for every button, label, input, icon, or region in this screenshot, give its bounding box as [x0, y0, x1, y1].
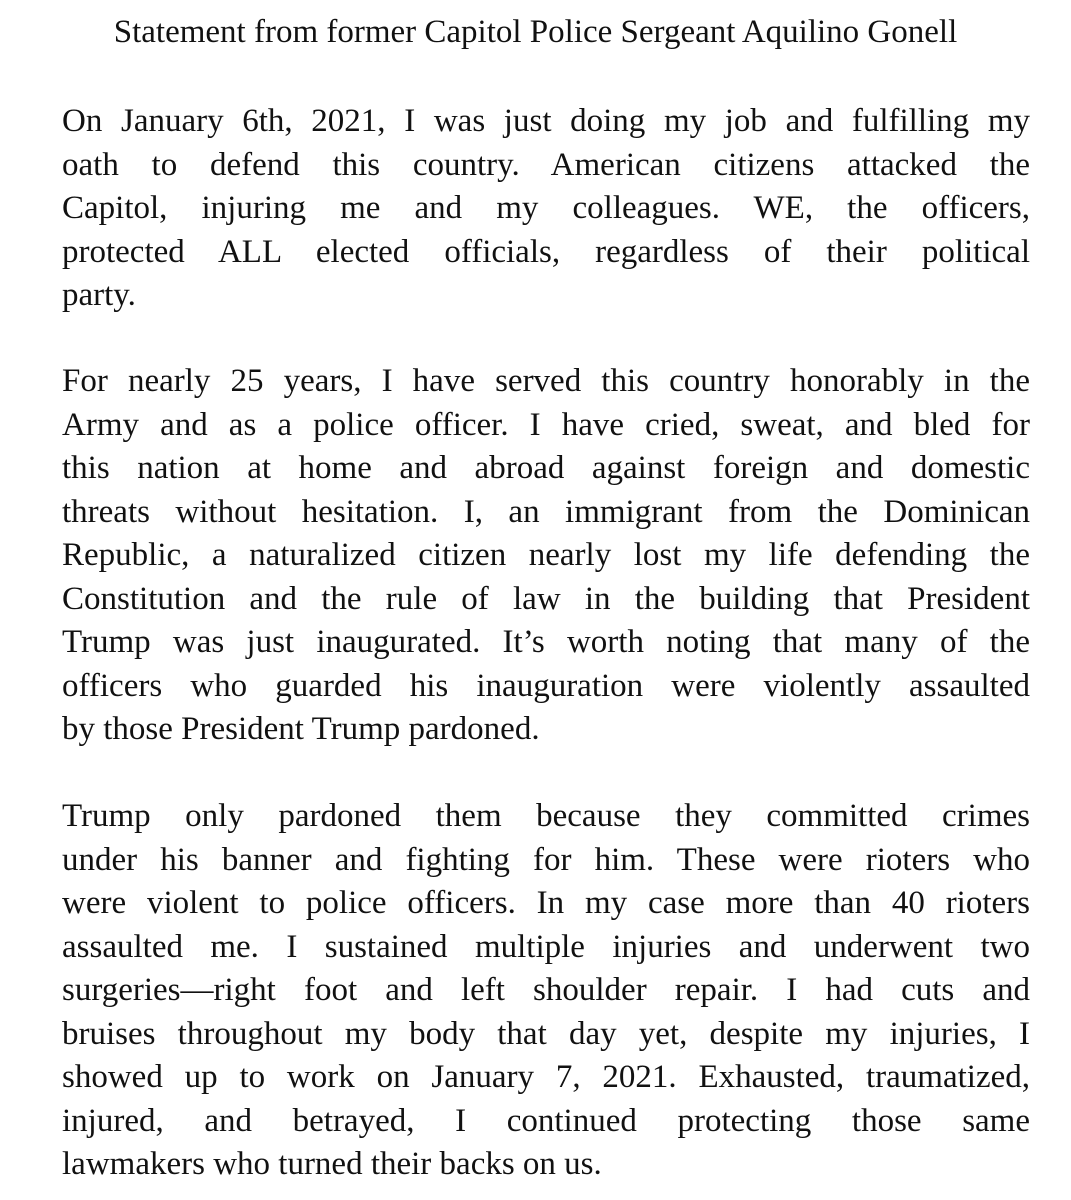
paragraph-line: protected ALL elected officials, regardless of their political	[62, 233, 1030, 270]
paragraph-line: For nearly 25 years, I have served this country honorably in the	[62, 363, 1030, 399]
paragraph-line: Army and as a police officer. I have cried, sweat, and bled for	[62, 406, 1030, 443]
paragraph-line: showed up to work on January 7, 2021. Exhausted, traumatized,	[62, 1059, 1030, 1095]
paragraph-line: this nation at home and abroad against foreign and domestic	[62, 450, 1030, 486]
paragraph-1	[62, 100, 1030, 318]
paragraph-line: bruises throughout my body that day yet, despite my injuries, I	[62, 1015, 1030, 1052]
paragraph-line: by those President Trump pardoned.	[62, 711, 540, 747]
paragraph-2	[62, 360, 1030, 752]
paragraph-line: injured, and betrayed, I continued protecting those same	[62, 1102, 1030, 1139]
paragraph-line: Trump only pardoned them because they committed crimes	[62, 798, 1030, 834]
paragraph-line: officers who guarded his inauguration were violently assaulted	[62, 667, 1030, 704]
paragraph-line: were violent to police officers. In my case more than 40 rioters	[62, 885, 1030, 921]
paragraph-line: Constitution and the rule of law in the building that President	[62, 580, 1030, 617]
paragraph-line: assaulted me. I sustained multiple injuries and underwent two	[62, 928, 1030, 965]
paragraph-line: Republic, a naturalized citizen nearly lost my life defending the	[62, 537, 1030, 573]
paragraph-line: surgeries—right foot and left shoulder repair. I had cuts and	[62, 972, 1030, 1008]
paragraph-line: threats without hesitation. I, an immigrant from the Dominican	[62, 493, 1030, 530]
paragraph-3	[62, 795, 1030, 1187]
statement-title: Statement from former Capitol Police Sergeant Aquilino Gonell	[113, 14, 958, 50]
paragraph-line: Capitol, injuring me and my colleagues. WE, the officers,	[62, 190, 1030, 226]
paragraph-line: On January 6th, 2021, I was just doing my job and fulfilling my	[62, 103, 1030, 139]
paragraph-line: under his banner and fighting for him. These were rioters who	[62, 841, 1030, 878]
paragraph-line: Trump was just inaugurated. It’s worth noting that many of the	[62, 624, 1030, 660]
paragraph-line: oath to defend this country. American citizens attacked the	[62, 146, 1030, 183]
paragraph-line: party.	[62, 277, 136, 313]
paragraph-line: lawmakers who turned their backs on us.	[62, 1146, 602, 1182]
